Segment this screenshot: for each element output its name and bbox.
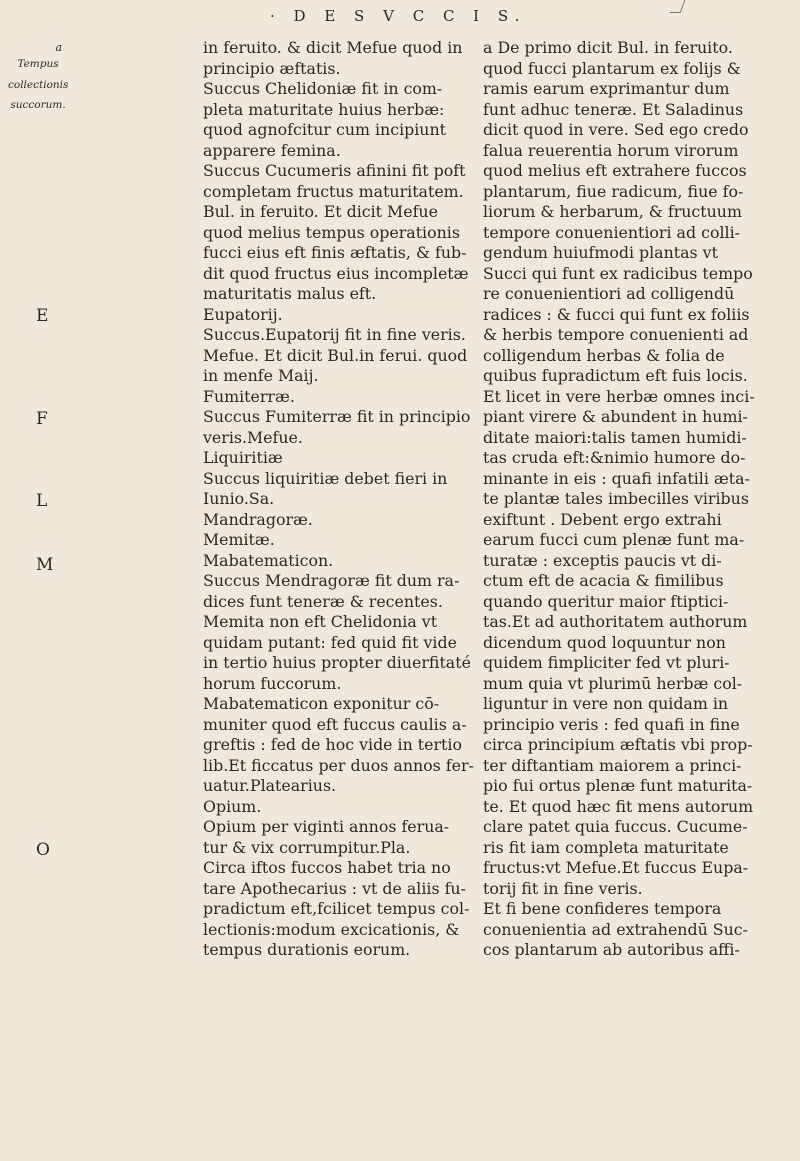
text-line: completam fructus maturitatem. <box>203 181 464 201</box>
text-line: tempore conuenientiori ad colli- <box>483 222 740 242</box>
text-line: Bul. in feruito. Et dicit Mefue <box>203 202 438 221</box>
text-line: & herbis tempore conuenienti ad <box>483 325 749 344</box>
text-line: ctum eft de acacia & fimilibus <box>483 571 724 590</box>
text-line: pleta maturitate huius herbæ: <box>203 99 445 119</box>
right-text-column <box>483 38 783 961</box>
text-line: dit quod fructus eius incompletæ <box>203 263 469 283</box>
marginal-note <box>8 40 68 118</box>
text-line: quod agnofcitur cum incipiunt <box>203 120 446 139</box>
text-line: te plantæ tales imbecilles viribus <box>483 489 749 508</box>
margin-letter: E <box>36 306 49 326</box>
text-line: Succus Chelidoniæ fit in com- <box>203 79 443 98</box>
text-line: quod fucci plantarum ex folijs & <box>483 58 741 78</box>
text-line: conuenientia ad extrahendū Suc- <box>483 919 748 939</box>
text-line: in tertio huius propter diuerfitaté <box>203 653 471 672</box>
text-line: dicendum quod loquuntur non <box>483 632 726 652</box>
text-line: Liquiritiæ <box>203 448 283 467</box>
text-line: mum quia vt plurimū herbæ col- <box>483 673 743 693</box>
text-line: tas cruda eft:&nimio humore do- <box>483 448 746 467</box>
text-line: quando queritur maior ftiptici- <box>483 591 729 611</box>
text-line: quidam putant: fed quid fit vide <box>203 632 457 652</box>
text-line: muniter quod eft fuccus caulis a- <box>203 714 467 734</box>
text-line: Mandragoræ. <box>203 509 313 529</box>
margin-letter: L <box>36 491 48 511</box>
text-line: funt adhuc teneræ. Et Saladinus <box>483 99 744 119</box>
text-line: tare Apothecarius : vt de aliis fu- <box>203 878 466 898</box>
text-line: Succus Cucumeris afinini fit poft <box>203 161 466 180</box>
text-line: te. Et quod hæc fit mens autorum <box>483 796 754 816</box>
text-line: radices : & fucci qui funt ex foliis <box>483 304 750 324</box>
text-line: Circa iftos fuccos habet tria no <box>203 858 451 877</box>
running-header: · D E S V C C I S. <box>270 7 527 25</box>
text-line: Mefue. Et dicit Bul.in ferui. quod <box>203 345 468 365</box>
text-line: Et fi bene confideres tempora <box>483 899 722 918</box>
text-line: plantarum, fiue radicum, fiue fo- <box>483 181 744 201</box>
text-line: Succi qui funt ex radicibus tempo <box>483 263 753 283</box>
text-line: Mabatematicon. <box>203 550 334 570</box>
text-line: greftis : fed de hoc vide in tertio <box>203 735 462 754</box>
text-line: minante in eis : quafi infatili æta- <box>483 468 750 488</box>
text-line: horum fuccorum. <box>203 673 342 693</box>
text-line: Opium per viginti annos ferua- <box>203 817 450 836</box>
corner-mark <box>670 0 686 13</box>
text-line: pradictum eft,fcilicet tempus col- <box>203 899 470 918</box>
text-line: Fumiterræ. <box>203 386 295 406</box>
text-line: Memitæ. <box>203 530 275 549</box>
text-line: clare patet quia fuccus. Cucume- <box>483 817 748 836</box>
text-line: Memita non eft Chelidonia vt <box>203 612 438 631</box>
marginal-note-marker: a <box>55 41 62 54</box>
text-line: tur & vix corrumpitur.Pla. <box>203 837 411 857</box>
text-line: Succus liquiritiæ debet fieri in <box>203 468 448 488</box>
text-line: re conuenientiori ad colligendū <box>483 284 735 303</box>
text-line: Eupatorij. <box>203 304 283 324</box>
text-line: in feruito. & dicit Mefue quod in <box>203 38 463 57</box>
text-line: Succus.Eupatorij fit in fine veris. <box>203 325 466 344</box>
text-line: torij fit in fine veris. <box>483 878 643 898</box>
text-line: falua reuerentia horum virorum <box>483 140 739 160</box>
text-line: turatæ : exceptis paucis vt di- <box>483 550 722 570</box>
text-line: a De primo dicit Bul. in feruito. <box>483 38 733 57</box>
text-line: pio fui ortus plenæ funt maturita- <box>483 776 753 795</box>
text-line: dices funt teneræ & recentes. <box>203 591 443 611</box>
text-line: Et licet in vere herbæ omnes inci- <box>483 386 755 406</box>
text-line: quibus fupradictum eft fuis locis. <box>483 366 748 385</box>
text-line: fructus:vt Mefue.Et fuccus Eupa- <box>483 858 749 877</box>
text-line: circa principium æftatis vbi prop- <box>483 735 753 754</box>
text-line: gendum huiufmodi plantas vt <box>483 243 718 262</box>
text-line: veris.Mefue. <box>203 427 303 447</box>
text-line: ter diftantiam maiorem a princi- <box>483 755 742 775</box>
text-line: Succus Fumiterræ fit in principio <box>203 407 471 426</box>
text-line: principio veris : fed quafi in fine <box>483 714 740 734</box>
text-line: principio æftatis. <box>203 58 341 78</box>
text-line: uatur.Platearius. <box>203 776 337 795</box>
text-line: Mabatematicon exponitur cō- <box>203 694 440 713</box>
text-line: lib.Et ficcatus per duos annos fer- <box>203 755 474 775</box>
text-line: fucci eius eft finis æftatis, & fub- <box>203 243 467 262</box>
left-text-column <box>203 38 474 961</box>
text-line: in menfe Maij. <box>203 366 319 385</box>
text-line: quod melius eft extrahere fuccos <box>483 161 747 180</box>
text-line: Iunio.Sa. <box>203 489 275 508</box>
text-line: earum fucci cum plenæ funt ma- <box>483 530 745 549</box>
text-line: ramis earum exprimantur dum <box>483 79 730 98</box>
text-line: maturitatis malus eft. <box>203 284 377 303</box>
text-line: tempus durationis eorum. <box>203 940 411 959</box>
text-line: dicit quod in vere. Sed ego credo <box>483 120 749 139</box>
text-line: liguntur in vere non quidam in <box>483 694 729 713</box>
text-line: cos plantarum ab autoribus affi- <box>483 940 740 959</box>
margin-letter: F <box>36 409 48 429</box>
text-line: quidem fimpliciter fed vt pluri- <box>483 653 730 672</box>
text-line: lectionis:modum excicationis, & <box>203 919 460 939</box>
text-line: Opium. <box>203 796 262 816</box>
text-line: Succus Mendragoræ fit dum ra- <box>203 571 460 590</box>
text-line: ris fit iam completa maturitate <box>483 837 729 857</box>
text-line: ditate maiori:talis tamen humidi- <box>483 427 747 447</box>
margin-letter: O <box>36 840 50 860</box>
text-line: liorum & herbarum, & fructuum <box>483 202 742 221</box>
text-line: quod melius tempus operationis <box>203 222 460 242</box>
marginal-note-line: Tempus <box>17 58 59 70</box>
marginal-note-line: succorum. <box>10 99 66 111</box>
text-line: piant virere & abundent in humi- <box>483 407 748 426</box>
text-line: apparere femina. <box>203 140 341 160</box>
marginal-note-line: collectionis <box>8 78 69 91</box>
margin-letter: M <box>36 555 54 575</box>
text-line: exiftunt . Debent ergo extrahi <box>483 509 722 529</box>
text-line: tas.Et ad authoritatem authorum <box>483 612 748 631</box>
text-line: colligendum herbas & folia de <box>483 345 725 365</box>
